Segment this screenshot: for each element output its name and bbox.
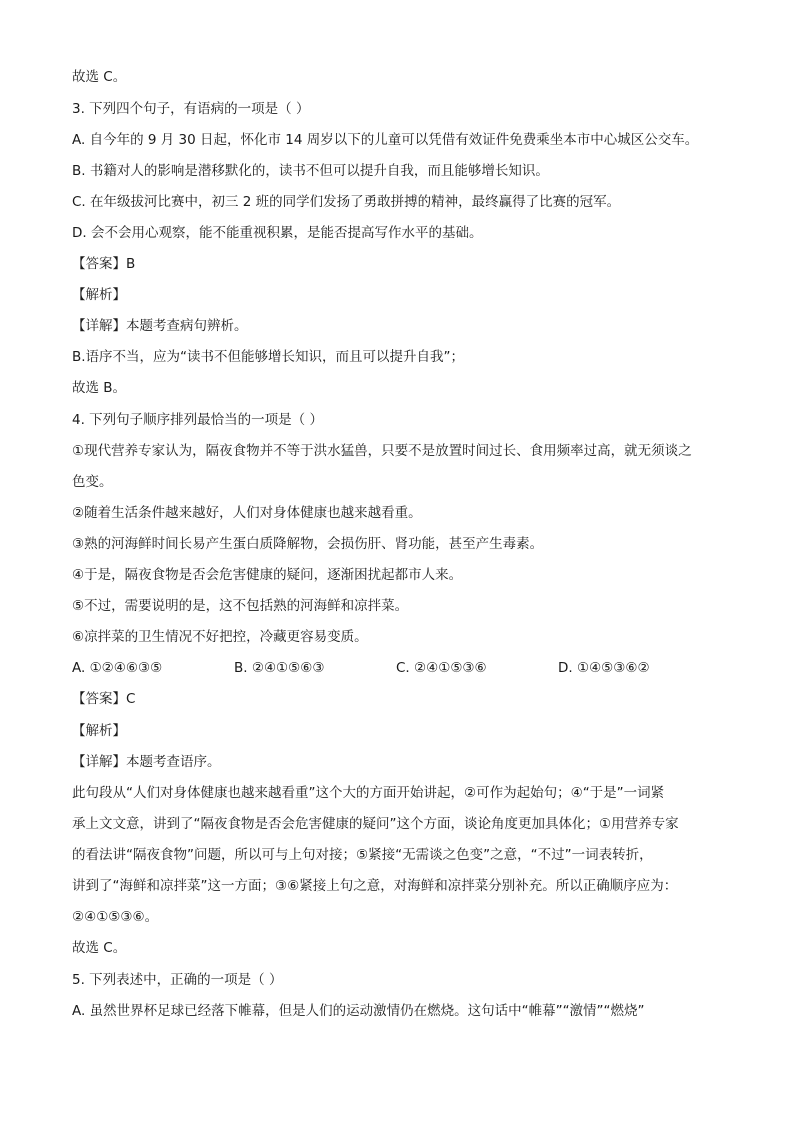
q4-explanation-2: 承上文文意，讲到了“隔夜食物是否会危害健康的疑问”这个方面，谈论角度更加具体化；①用营养专家 — [72, 816, 679, 832]
q4-sentence-1-cont: 色变。 — [72, 474, 113, 490]
q4-explanation-5: ②④①⑤③⑥。 — [72, 909, 159, 925]
q3-explanation: B.语序不当，应为“读书不但能够增长知识，而且可以提升自我”； — [72, 349, 465, 365]
q4-answer: 【答案】C — [72, 691, 136, 707]
q3-analysis-heading: 【解析】 — [72, 287, 126, 303]
q4-option-b: B. ②④①⑤⑥③ — [234, 660, 325, 676]
q4-sentence-6: ⑥凉拌菜的卫生情况不好把控，冷藏更容易变质。 — [72, 629, 368, 645]
question-4-stem: 4. 下列句子顺序排列最恰当的一项是（ ） — [72, 412, 323, 428]
q4-option-c: C. ②④①⑤③⑥ — [396, 660, 487, 676]
q4-sentence-1: ①现代营养专家认为，隔夜食物并不等于洪水猛兽，只要不是放置时间过长、食用频率过高，就无须谈之 — [72, 443, 692, 459]
q4-explanation-4: 讲到了“海鲜和凉拌菜”这一方面；③⑥紧接上句之意，对海鲜和凉拌菜分别补充。所以正确顺序应为： — [72, 878, 678, 894]
q3-option-b: B. 书籍对人的影响是潜移默化的，读书不但可以提升自我，而且能够增长知识。 — [72, 163, 549, 179]
q4-sentence-4: ④于是，隔夜食物是否会危害健康的疑问，逐渐困扰起都市人来。 — [72, 567, 463, 583]
q3-option-d: D. 会不会用心观察，能不能重视积累，是能否提高写作水平的基础。 — [72, 225, 483, 241]
q4-explanation-1: 此句段从“人们对身体健康也越来越看重”这个大的方面开始讲起，②可作为起始句；④“于是”一词紧 — [72, 785, 665, 801]
q4-analysis-heading: 【解析】 — [72, 723, 126, 739]
q4-detail: 【详解】本题考查语序。 — [72, 754, 221, 770]
q4-explanation-3: 的看法讲“隔夜食物”问题，所以可与上句对接；⑤紧接“无需谈之色变”之意，“不过”一词表转折， — [72, 847, 653, 863]
q3-option-a: A. 自今年的 9 月 30 日起，怀化市 14 周岁以下的儿童可以凭借有效证件免费乘坐本市中心城区公交车。 — [72, 132, 699, 148]
q4-option-d: D. ①④⑤③⑥② — [558, 660, 650, 676]
line-1: 故选 C。 — [72, 69, 127, 85]
q3-detail: 【详解】本题考查病句辨析。 — [72, 318, 248, 334]
question-3-stem: 3. 下列四个句子，有语病的一项是（ ） — [72, 101, 310, 117]
question-5-stem: 5. 下列表述中，正确的一项是（ ） — [72, 972, 283, 988]
q4-sentence-3: ③熟的河海鲜时间长易产生蛋白质降解物，会损伤肝、肾功能，甚至产生毒素。 — [72, 536, 544, 552]
q5-option-a: A. 虽然世界杯足球已经落下帷幕，但是人们的运动激情仍在燃烧。这句话中“帷幕”“激情”“燃烧” — [72, 1003, 645, 1019]
q4-sentence-5: ⑤不过，需要说明的是，这不包括熟的河海鲜和凉拌菜。 — [72, 598, 409, 614]
q4-sentence-2: ②随着生活条件越来越好，人们对身体健康也越来越看重。 — [72, 505, 422, 521]
q3-answer: 【答案】B — [72, 256, 136, 272]
q3-option-c: C. 在年级拔河比赛中，初三 2 班的同学们发扬了勇敢拼搏的精神，最终赢得了比赛的冠军。 — [72, 194, 621, 210]
q3-conclusion: 故选 B。 — [72, 380, 127, 396]
q4-conclusion: 故选 C。 — [72, 940, 127, 956]
q4-option-a: A. ①②④⑥③⑤ — [72, 660, 163, 676]
